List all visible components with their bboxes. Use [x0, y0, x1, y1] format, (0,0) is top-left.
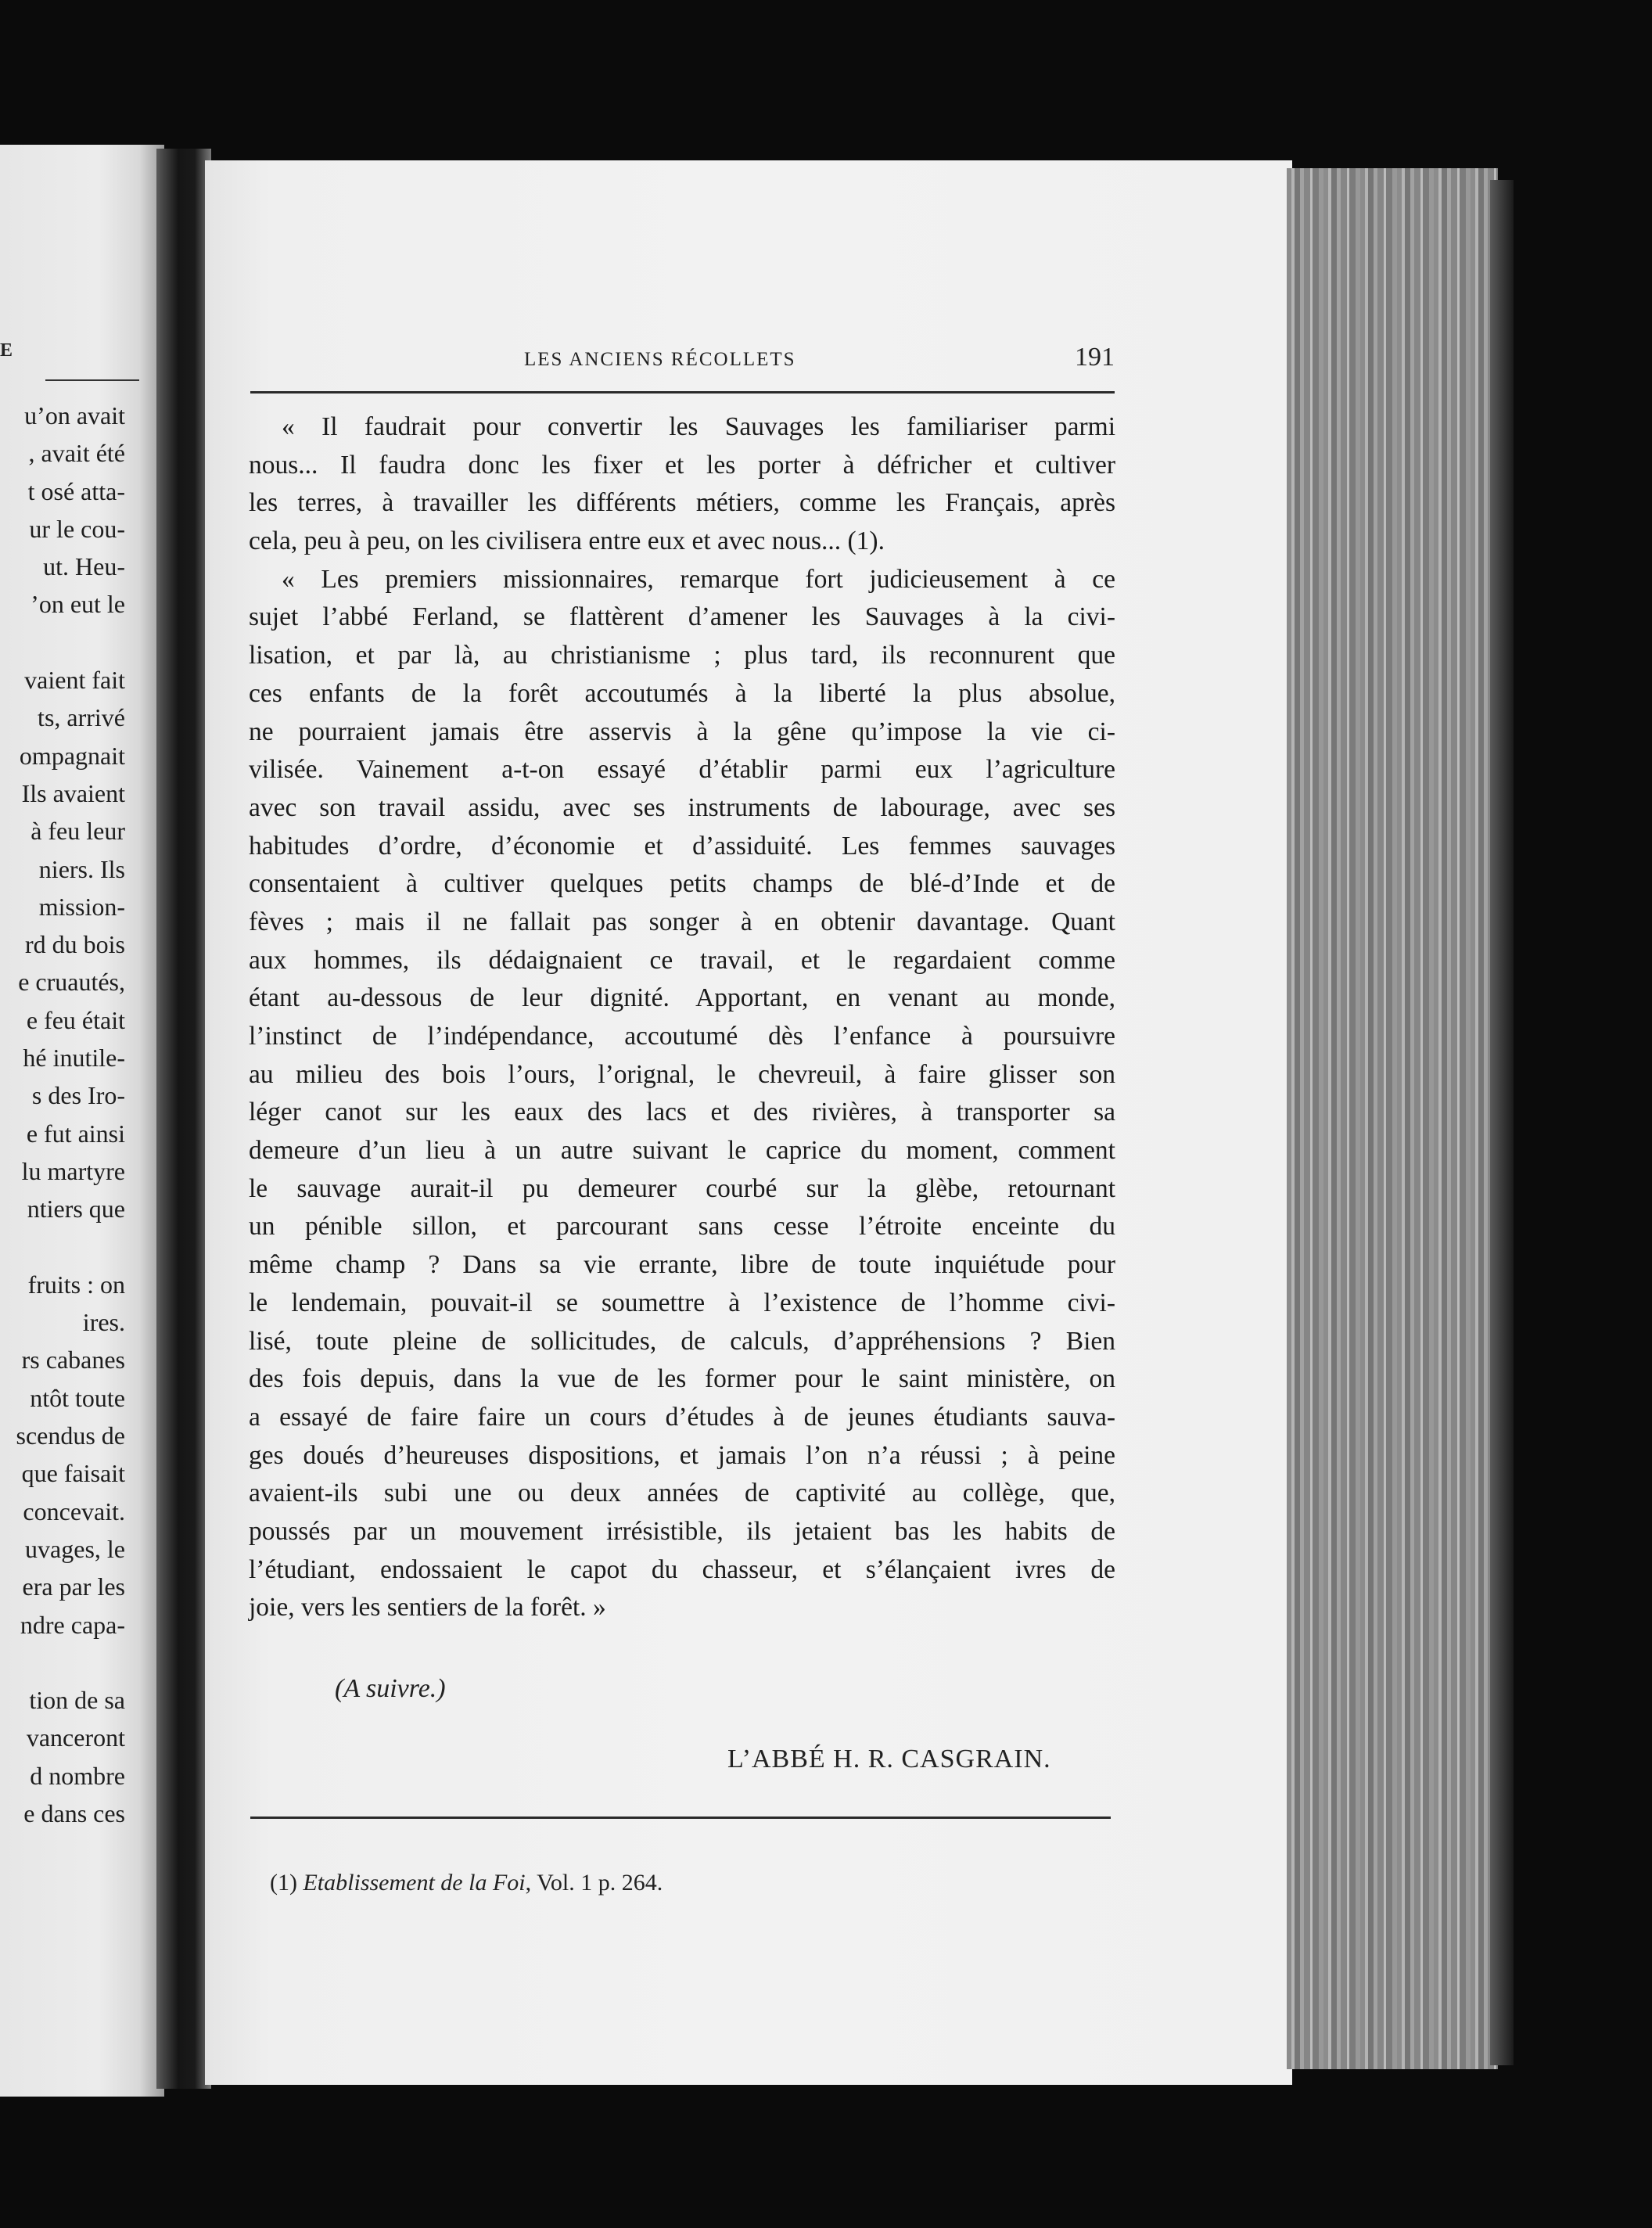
facing-page-line: scendus de [16, 1421, 125, 1450]
facing-page-line: ndre capa- [20, 1610, 125, 1639]
text-line: l’instinct de l’indépendance, accoutumé dès l’enfance à poursuivre [249, 1022, 1115, 1051]
facing-page-line: e cruautés, [18, 968, 125, 997]
facing-page-line [0, 1644, 125, 1681]
facing-page-line: s des Iro- [31, 1081, 125, 1110]
facing-page-line [0, 1228, 125, 1266]
text-line: avaient-ils subi une ou deux années de captivité au collège, que, [249, 1479, 1115, 1508]
footnote-citation: , Vol. 1 p. 264. [525, 1870, 663, 1896]
text-line: cela, peu à peu, on les civilisera entre eux et avec nous... (1). [249, 526, 885, 556]
text-line: le lendemain, pouvait-il se soumettre à l’existence de l’homme civi- [249, 1288, 1115, 1317]
text-line: poussés par un mouvement irrésistible, ils jetaient bas les habits de [249, 1516, 1115, 1546]
facing-page-line: ut. Heu- [43, 552, 125, 581]
facing-page-line: era par les [22, 1572, 125, 1601]
text-line: joie, vers les sentiers de la forêt. » [249, 1593, 606, 1622]
facing-page-line: e feu était [26, 1005, 125, 1034]
facing-page-line: niers. Ils [38, 854, 125, 883]
facing-page-line [0, 623, 125, 661]
text-line: des fois depuis, dans la vue de les former pour le saint ministère, on [249, 1364, 1115, 1394]
facing-page-line: ts, arrivé [38, 703, 125, 732]
facing-page-line: u’on avait [24, 401, 125, 429]
facing-page-line: concevait. [23, 1497, 125, 1525]
text-line: lisation, et par là, au christianisme ; plus tard, ils reconnurent que [249, 641, 1115, 670]
facing-page-line: vanceront [26, 1723, 125, 1752]
text-line: avec son travail assidu, avec ses instruments de labourage, avec ses [249, 792, 1115, 822]
running-head [250, 343, 1115, 382]
to-be-continued: (A suivre.) [335, 1674, 446, 1703]
footnote-marker: (1) [270, 1870, 297, 1896]
facing-page-line: tion de sa [29, 1686, 125, 1715]
text-line: consentaient à cultiver quelques petits champs de blé-d’Inde et de [249, 869, 1115, 899]
text-line: ces enfants de la forêt accoutumés à la liberté la plus absolue, [249, 678, 1115, 708]
facing-page-line: uvages, le [25, 1534, 125, 1563]
footnote-rule [250, 1817, 1111, 1819]
facing-page-header-rule [45, 379, 139, 381]
facing-page-line: e dans ces [23, 1799, 125, 1827]
text-line: demeure d’un lieu à un autre suivant le caprice du moment, comment [249, 1136, 1115, 1166]
facing-page-line: hé inutile- [23, 1044, 125, 1073]
text-line: a essayé de faire faire un cours d’études à de jeunes étudiants sauva- [249, 1402, 1115, 1432]
facing-page-line: ’on eut le [31, 590, 125, 619]
facing-page-line: ires. [82, 1308, 125, 1337]
running-title: LES ANCIENS RÉCOLLETS [524, 349, 796, 370]
page-number: 191 [1075, 343, 1115, 372]
facing-page-line: Ils avaient [21, 778, 125, 807]
book-gutter [156, 149, 211, 2089]
text-line: « Il faudrait pour convertir les Sauvages les familiariser parmi [282, 412, 1115, 441]
text-line: le sauvage aurait-il pu demeurer courbé sur la glèbe, retournant [249, 1173, 1115, 1203]
text-line: sujet l’abbé Ferland, se flattèrent d’amener les Sauvages à la civi- [249, 602, 1115, 632]
facing-page-text [0, 397, 125, 1832]
text-line: les terres, à travailler les différents métiers, comme les Français, après [249, 488, 1115, 518]
header-rule [250, 391, 1115, 393]
author-signature: L’ABBÉ H. R. CASGRAIN. [727, 1745, 1051, 1773]
text-line: lisé, toute pleine de sollicitudes, de calculs, d’appréhensions ? Bien [249, 1326, 1115, 1356]
facing-page-header-fragment: E [0, 340, 13, 361]
text-line: l’étudiant, endossaient le capot du chasseur, et s’élançaient ivres de [249, 1554, 1115, 1584]
text-line: même champ ? Dans sa vie errante, libre de toute inquiétude pour [249, 1250, 1115, 1280]
facing-page-line: ntiers que [27, 1195, 125, 1224]
text-line: ne pourraient jamais être asservis à la gêne qu’impose la vie ci- [249, 717, 1115, 746]
facing-page-line: ur le cou- [29, 514, 125, 543]
text-line: fèves ; mais il ne fallait pas songer à en obtenir davantage. Quant [249, 907, 1115, 936]
text-line: un pénible sillon, et parcourant sans cesse l’étroite enceinte du [249, 1212, 1115, 1242]
text-line: léger canot sur les eaux des lacs et des rivières, à transporter sa [249, 1098, 1115, 1127]
facing-page-line: lu martyre [21, 1156, 125, 1185]
text-line: au milieu des bois l’ours, l’orignal, le chevreuil, à faire glisser son [249, 1059, 1115, 1089]
text-line: ges doués d’heureuses dispositions, et jamais l’on n’a réussi ; à peine [249, 1440, 1115, 1470]
facing-page-line: e fut ainsi [26, 1119, 125, 1148]
footnote-work-title: Etablissement de la Foi [303, 1870, 526, 1896]
facing-page-line: d nombre [30, 1761, 125, 1790]
text-line: vilisée. Vainement a-t-on essayé d’établir parmi eux l’agriculture [249, 755, 1115, 785]
facing-page-line: fruits : on [27, 1270, 125, 1299]
page-fore-edge [1287, 168, 1498, 2069]
facing-page-line: mission- [38, 892, 125, 921]
book-cover-edge [1490, 180, 1514, 2065]
facing-page-line: vaient fait [24, 666, 125, 695]
footnote [270, 1870, 663, 1896]
text-line: aux hommes, ils dédaignaient ce travail, et le regardaient comme [249, 945, 1115, 975]
facing-page-line: rs cabanes [21, 1346, 125, 1375]
facing-page-line: , avait été [28, 439, 125, 468]
text-line: habitudes d’ordre, d’économie et d’assiduité. Les femmes sauvages [249, 831, 1115, 861]
text-line: « Les premiers missionnaires, remarque fort judicieusement à ce [282, 564, 1115, 594]
facing-page-line: ntôt toute [30, 1383, 125, 1412]
body-text [249, 408, 1115, 1627]
text-line: nous... Il faudra donc les fixer et les porter à défricher et cultiver [249, 450, 1115, 480]
facing-page [0, 145, 164, 2097]
facing-page-line: ompagnait [19, 741, 125, 770]
facing-page-line: t osé atta- [27, 476, 125, 505]
facing-page-line: rd du bois [25, 930, 125, 959]
facing-page-line: que faisait [21, 1459, 125, 1488]
facing-page-line: à feu leur [31, 817, 125, 846]
text-line: étant au-dessous de leur dignité. Apportant, en venant au monde, [249, 983, 1115, 1013]
